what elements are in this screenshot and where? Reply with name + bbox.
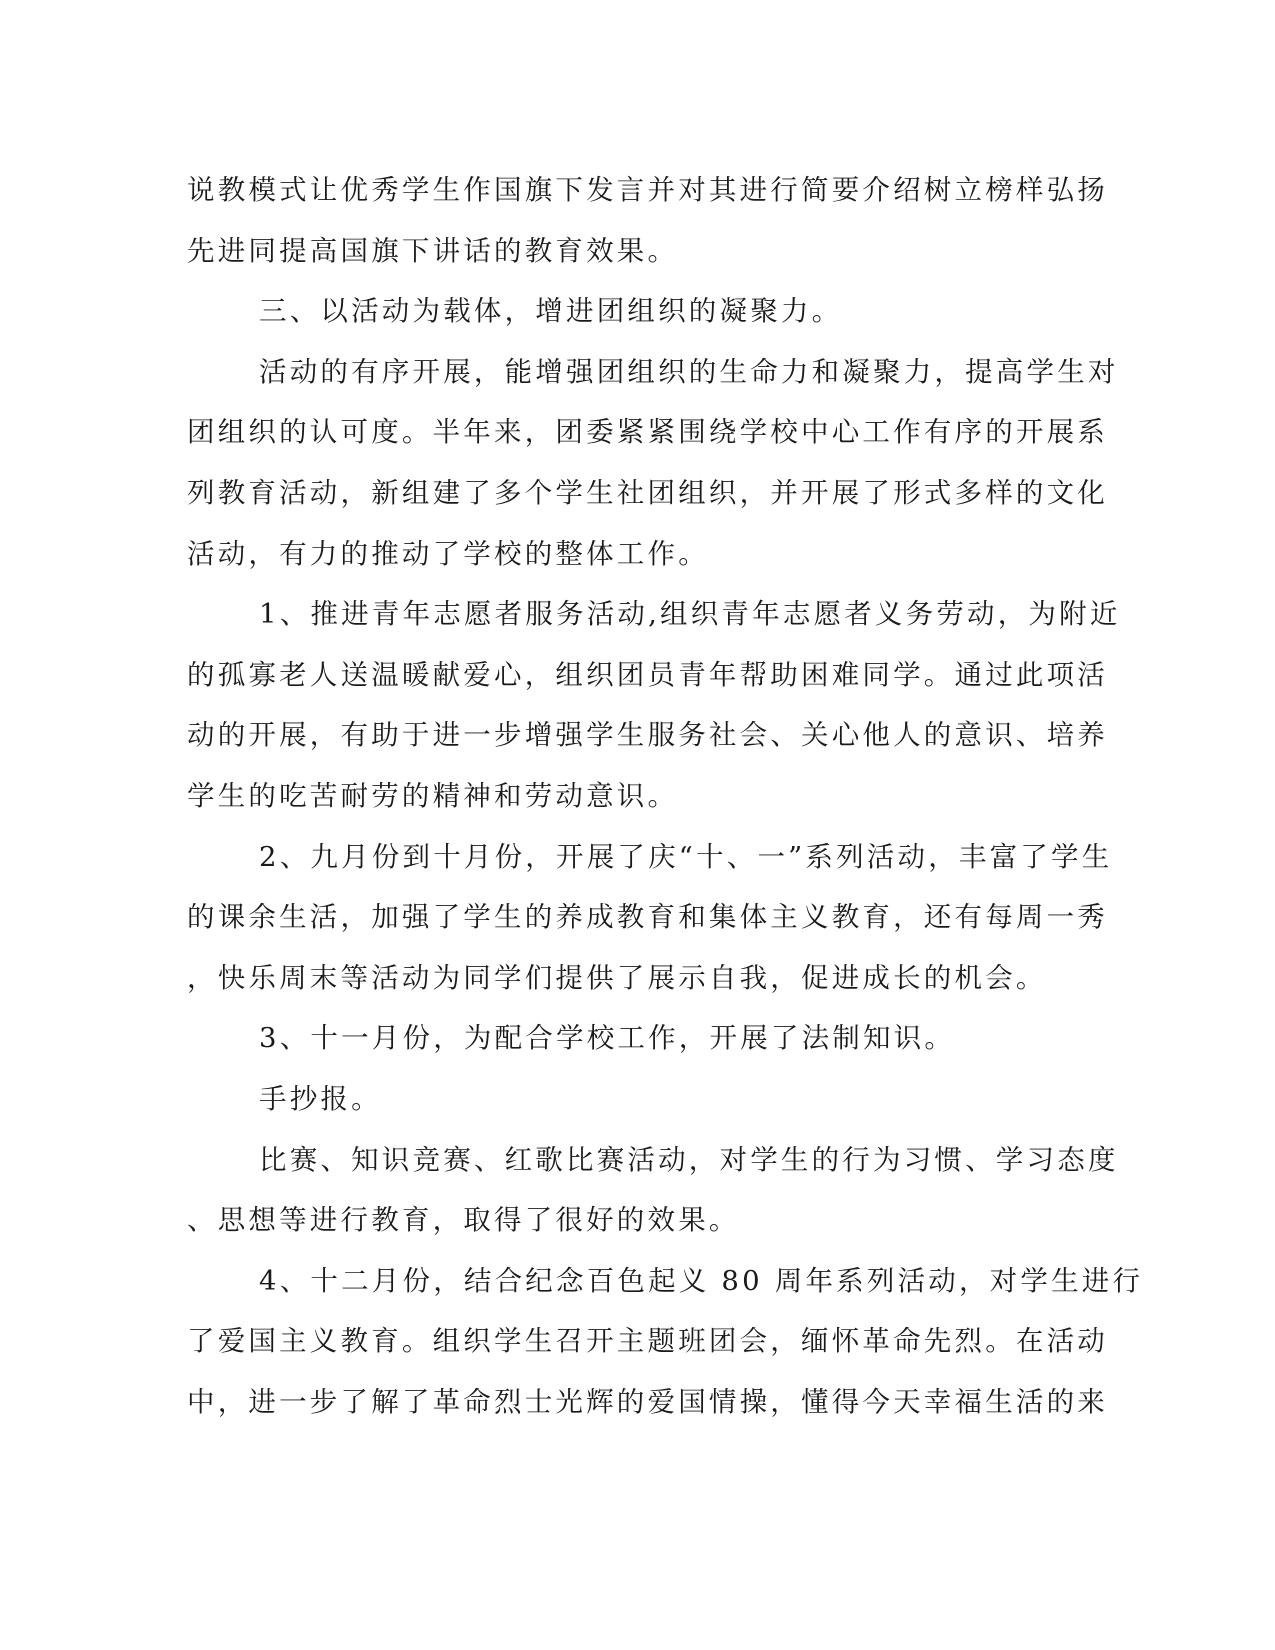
- text-line: 先进同提高国旗下讲话的教育效果。: [187, 234, 679, 267]
- list-item-4: 4、十二月份，结合纪念百色起义 80 周年系列活动，对学生进行: [259, 1264, 1144, 1297]
- text-line: 、思想等进行教育，取得了很好的效果。: [187, 1204, 740, 1237]
- text-line: 列教育活动，新组建了多个学生社团组织，并开展了形式多样的文化: [187, 476, 1108, 509]
- text-line: 活动的有序开展，能增强团组织的生命力和凝聚力，提高学生对: [259, 355, 1119, 388]
- text-line: 了爱国主义教育。组织学生召开主题班团会，缅怀革命先烈。在活动: [187, 1325, 1108, 1358]
- text-line: 动的开展，有助于进一步增强学生服务社会、关心他人的意识、培养: [187, 719, 1108, 752]
- text-line: 说教模式让优秀学生作国旗下发言并对其进行简要介绍树立榜样弘扬: [187, 174, 1108, 206]
- text-line: 团组织的认可度。半年来，团委紧紧围绕学校中心工作有序的开展系: [187, 416, 1108, 449]
- list-item-1: 1、推进青年志愿者服务活动,组织青年志愿者义务劳动，为附近: [259, 598, 1121, 631]
- text-line: 中，进一步了解了革命烈士光辉的爱国情操，懂得今天幸福生活的来: [187, 1385, 1108, 1418]
- list-item-3: 3、十一月份，为配合学校工作，开展了法制知识。: [259, 1022, 956, 1055]
- text-line: 的孤寡老人送温暖献爱心，组织团员青年帮助困难同学。通过此项活: [187, 658, 1108, 691]
- text-line: 学生的吃苦耐劳的精神和劳动意识。: [187, 779, 679, 812]
- text-line: 的课余生活，加强了学生的养成教育和集体主义教育，还有每周一秀: [187, 901, 1108, 934]
- document-body: [187, 160, 1144, 1432]
- text-line: 活动，有力的推动了学校的整体工作。: [187, 537, 709, 570]
- section-heading: 三、以活动为载体，增进团组织的凝聚力。: [259, 295, 843, 328]
- text-line: 手抄报。: [259, 1082, 382, 1115]
- text-line: 比赛、知识竞赛、红歌比赛活动，对学生的行为习惯、学习态度: [259, 1143, 1119, 1176]
- list-item-2: 2、九月份到十月份，开展了庆“十、一”系列活动，丰富了学生: [259, 840, 1113, 873]
- text-line: ，快乐周末等活动为同学们提供了展示自我，促进成长的机会。: [187, 961, 1047, 994]
